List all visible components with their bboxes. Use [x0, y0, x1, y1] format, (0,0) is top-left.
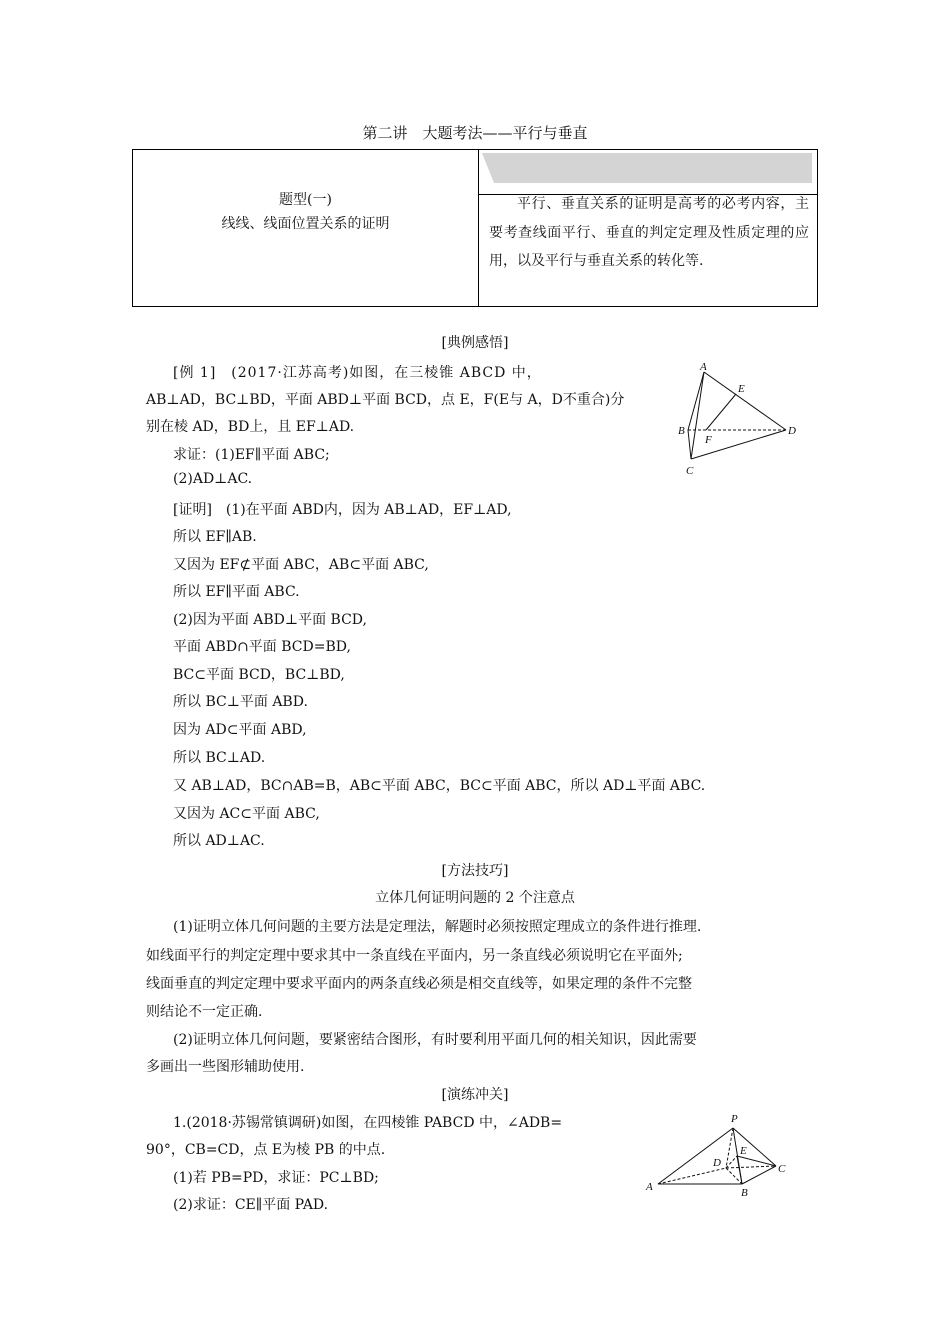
vertex-label-e: E	[738, 383, 745, 395]
proof-line: 平面 ABD∩平面 BCD=BD,	[173, 639, 351, 655]
practice-line: (1)若 PB=PD，求证：PC⊥BD;	[173, 1170, 379, 1186]
box-divider	[478, 150, 479, 306]
vertex-label-f: F	[705, 434, 712, 446]
method-line: (2)证明立体几何问题，要紧密结合图形，有时要利用平面几何的相关知识，因此需要	[173, 1032, 697, 1048]
method-subheading: 立体几何证明问题的 2 个注意点	[375, 890, 575, 906]
method-line: 则结论不一定正确.	[146, 1004, 263, 1020]
section-heading-methods: [方法技巧]	[441, 863, 509, 879]
example-line: (2)AD⊥AC.	[173, 471, 253, 487]
vertex-label-a: A	[700, 361, 707, 373]
example-line: [例 1] (2017·江苏高考)如图，在三棱锥 ABCD 中，	[173, 365, 542, 381]
proof-line: 因为 AD⊂平面 ABD,	[173, 722, 307, 738]
proof-line: 所以 BC⊥AD.	[173, 750, 266, 766]
proof-line: 又因为 AC⊂平面 ABC,	[173, 806, 320, 822]
proof-line: BC⊂平面 BCD，BC⊥BD,	[173, 667, 345, 683]
question-type-label: 题型(一)	[279, 192, 332, 208]
pyramid-figure	[678, 360, 802, 478]
vertex-label-c: C	[686, 465, 694, 477]
intro-box	[132, 149, 818, 307]
vertex-label-c: C	[778, 1163, 786, 1175]
proof-line: 所以 AD⊥AC.	[173, 833, 265, 849]
vertex-label-a: A	[646, 1181, 653, 1193]
method-line: 线面垂直的判定定理中要求平面内的两条直线必须是相交直线等，如果定理的条件不完整	[146, 976, 692, 992]
vertex-label-e: E	[740, 1145, 747, 1157]
page-title: 第二讲 大题考法——平行与垂直	[362, 124, 588, 142]
example-line: AB⊥AD，BC⊥BD，平面 ABD⊥平面 BCD，点 E，F(E与 A，D不重合)分	[146, 392, 625, 408]
example-line: 求证：(1)EF∥平面 ABC;	[173, 447, 330, 463]
vertex-label-d: D	[788, 425, 796, 437]
section-heading-examples: [典例感悟]	[441, 335, 509, 351]
vertex-label-p: P	[731, 1113, 738, 1125]
proof-line: 又因为 EF⊄平面 ABC，AB⊂平面 ABC,	[173, 557, 429, 573]
method-line: (1)证明立体几何问题的主要方法是定理法，解题时必须按照定理成立的条件进行推理.	[173, 919, 702, 935]
banner-decoration	[482, 153, 812, 183]
method-line: 如线面平行的判定定理中要求其中一条直线在平面内，另一条直线必须说明它在平面外;	[146, 948, 683, 964]
example-line: 别在棱 AD，BD上，且 EF⊥AD.	[146, 419, 355, 435]
proof-line: 又 AB⊥AD，BC∩AB=B，AB⊂平面 ABC，BC⊂平面 ABC，所以 AD⊥平面 ABC.	[173, 778, 706, 794]
vertex-label-b: B	[741, 1187, 748, 1199]
type-description: 平行、垂直关系的证明是高考的必考内容，主要考查线面平行、垂直的判定定理及性质定理的应用，以及平行与垂直关系的转化等.	[489, 196, 809, 269]
practice-line: 1.(2018·苏锡常镇调研)如图，在四棱锥 PABCD 中，∠ADB=	[173, 1115, 563, 1131]
practice-line: (2)求证：CE∥平面 PAD.	[173, 1197, 329, 1213]
vertex-label-d: D	[713, 1157, 721, 1169]
quad-pyramid-figure	[640, 1110, 800, 1202]
practice-line: 90°，CB=CD，点 E为棱 PB 的中点.	[146, 1142, 386, 1158]
proof-line: 所以 BC⊥平面 ABD.	[173, 694, 308, 710]
section-heading-practice: [演练冲关]	[441, 1087, 509, 1103]
proof-line: (2)因为平面 ABD⊥平面 BCD,	[173, 612, 367, 628]
proof-line: [证明] (1)在平面 ABD内，因为 AB⊥AD，EF⊥AD,	[173, 502, 512, 518]
proof-line: 所以 EF∥AB.	[173, 529, 257, 545]
proof-line: 所以 EF∥平面 ABC.	[173, 584, 300, 600]
question-type-title: 线线、线面位置关系的证明	[221, 216, 390, 232]
question-type	[133, 188, 478, 236]
method-line: 多画出一些图形辅助使用.	[146, 1059, 305, 1075]
vertex-label-b: B	[678, 425, 685, 437]
